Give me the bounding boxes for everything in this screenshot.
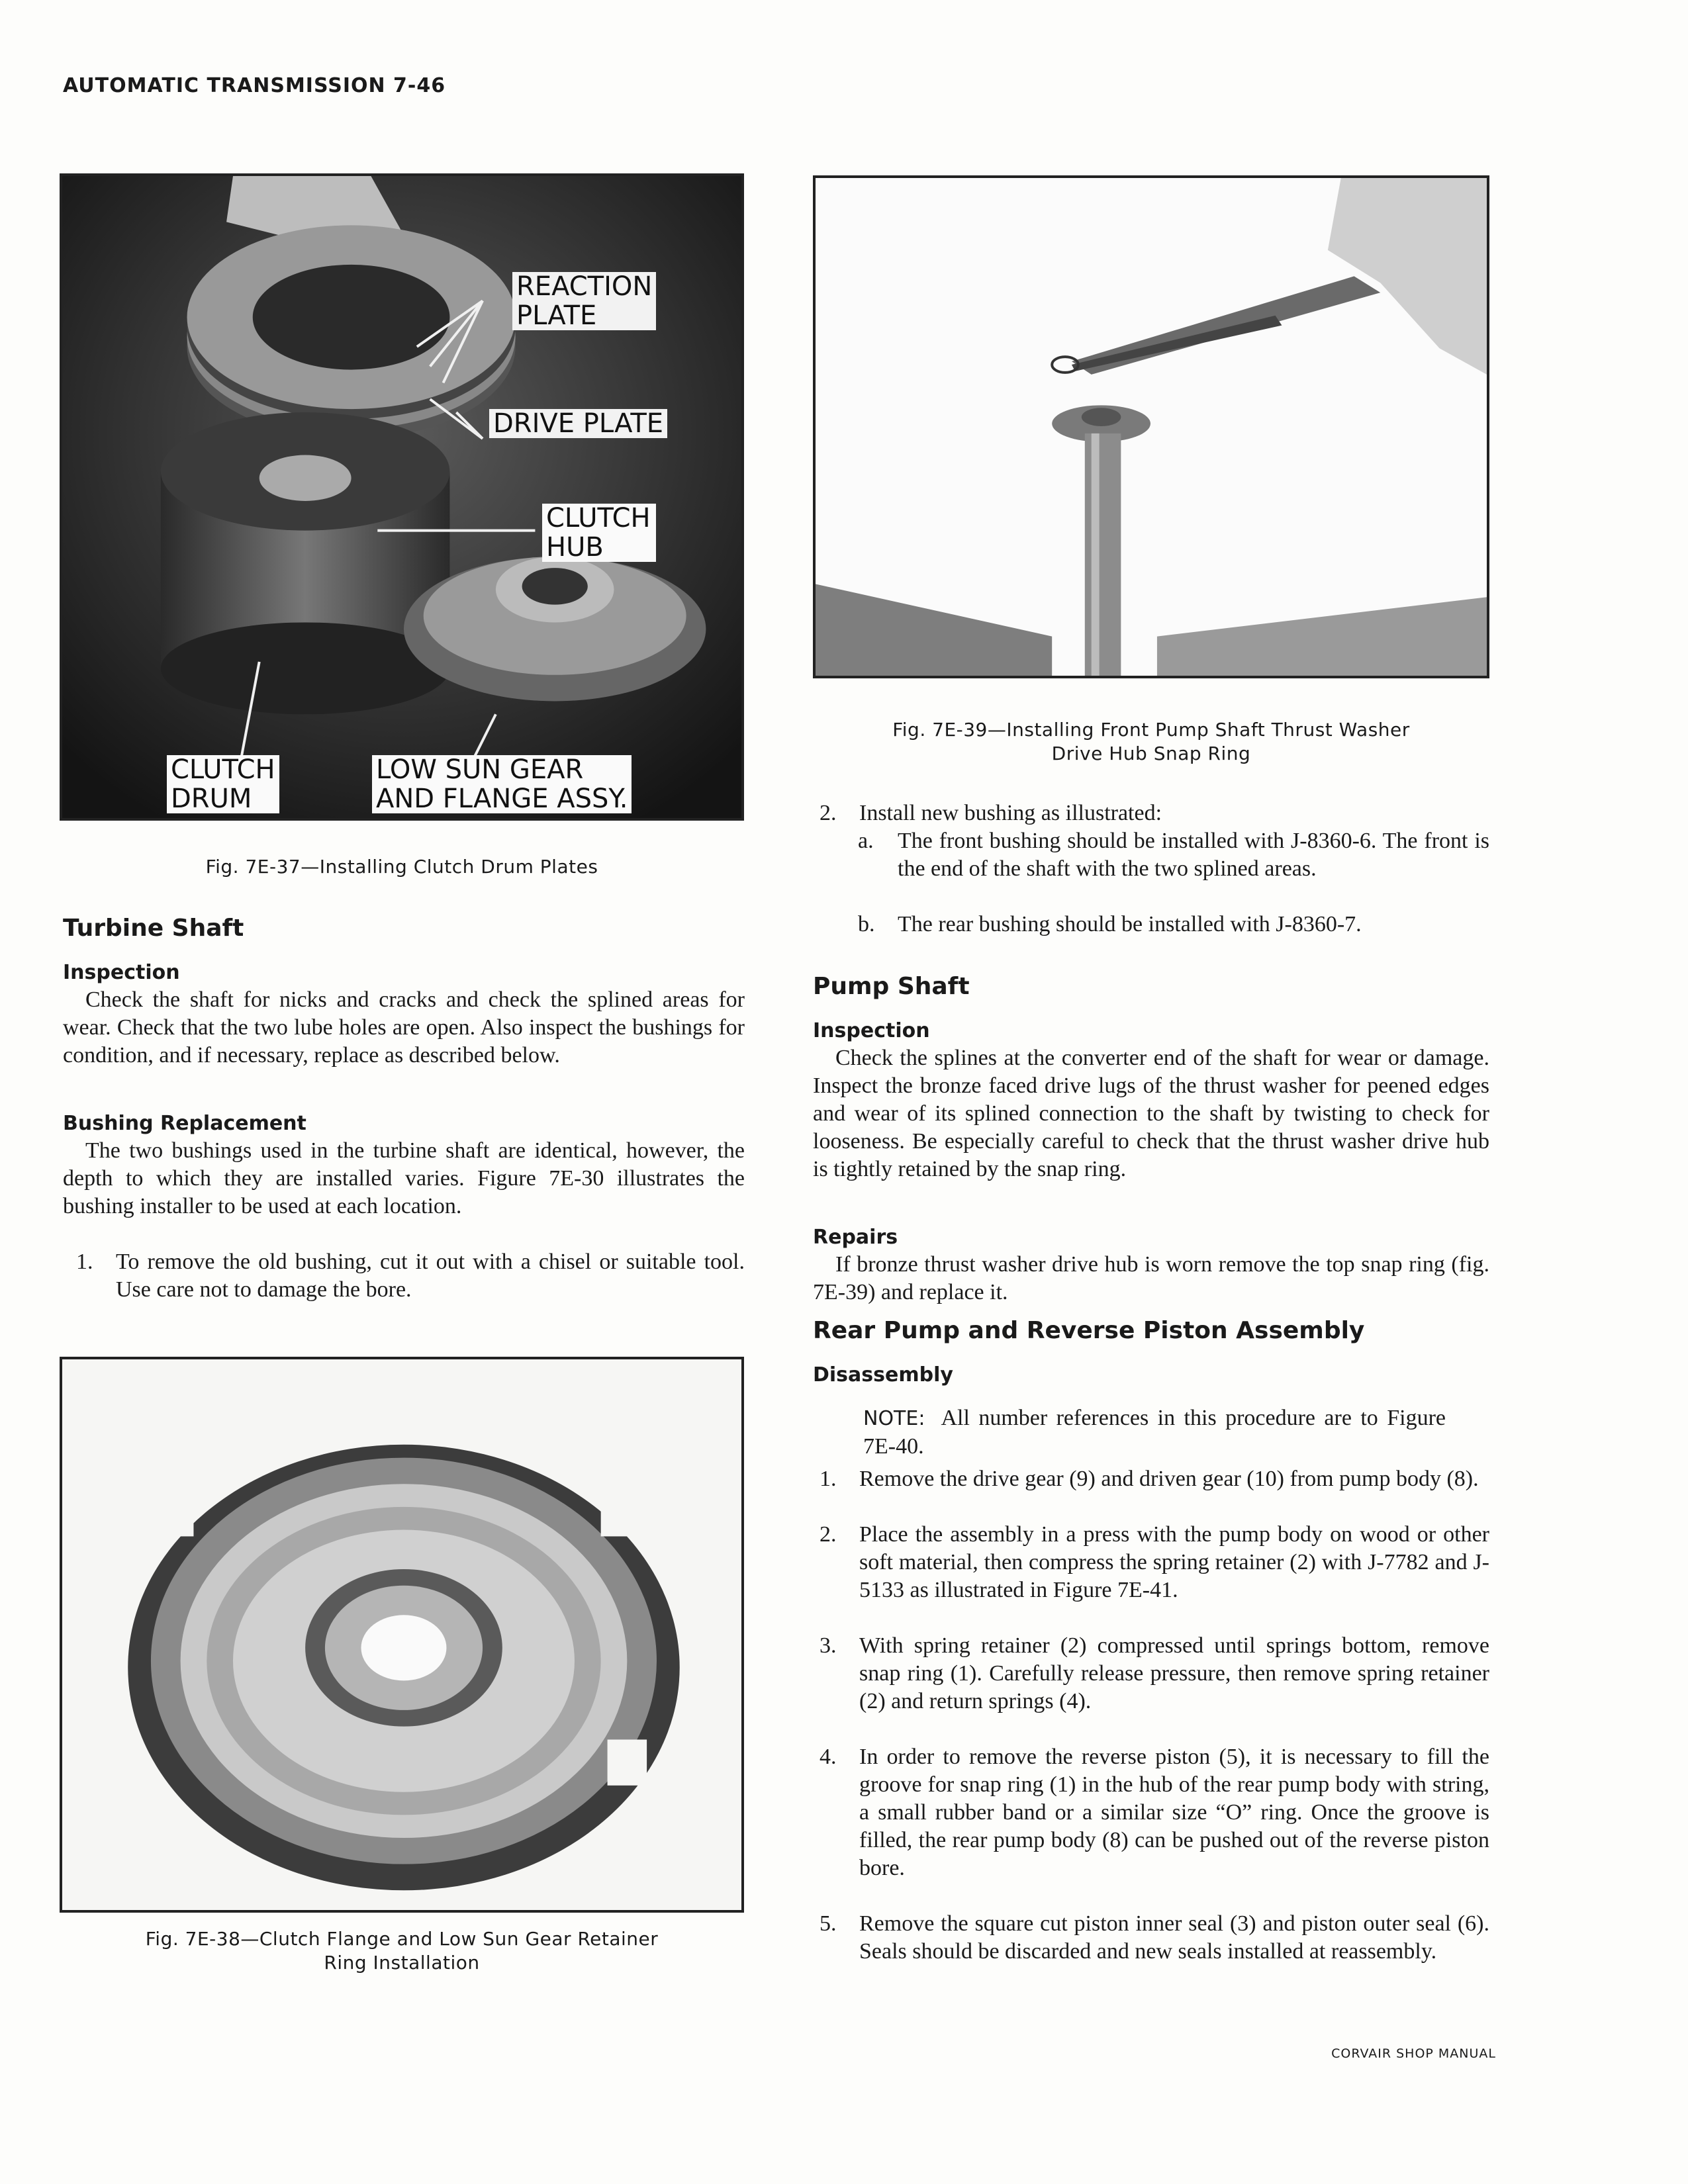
note-block xyxy=(863,1404,1446,1461)
label-low-sun-gear: LOW SUN GEAR AND FLANGE ASSY. xyxy=(372,755,632,813)
bushing-step-2: 2. Install new bushing as illustrated: xyxy=(820,801,1162,825)
rear-pump-heading: Rear Pump and Reverse Piston Assembly xyxy=(813,1317,1365,1344)
pump-shaft-heading: Pump Shaft xyxy=(813,973,970,1000)
bushing-replacement-text: The two bushings used in the turbine shaft are identical, however, the depth to which they are installed varies. Figure 7E-30 illustrates the bushing installer to be used at each location. xyxy=(63,1138,745,1218)
turbine-inspection-text: Check the shaft for nicks and cracks and check the splined areas for wear. Check that the two lube holes are open. Also inspect the bushings for condition, and if necessary, replace as described below. xyxy=(63,987,745,1068)
pump-inspection-text: Check the splines at the converter end of the shaft for wear or damage. Inspect the bronze faced drive lugs of the thrust washer for peened edges and wear of its splined connection to the shaft by twisting to check for looseness. Be especially careful to check that the thrust washer drive hub is tightly retained by the snap ring. xyxy=(813,1046,1489,1181)
disassembly-step-4: 4. In order to remove the reverse piston (5), it is necessary to fill the groove for snap ring (1) in the hub of the rear pump body with string, a small rubber band or a similar size “O” ring. Once the groove is filled, the rear pump body (8) can be pushed out of the reverse piston bore. xyxy=(820,1745,1489,1880)
figure-7e-38-caption: Fig. 7E-38—Clutch Flange and Low Sun Gear Retainer Ring Installation xyxy=(145,1928,659,1974)
figure-7e-39-caption: Fig. 7E-39—Installing Front Pump Shaft Thrust Washer Drive Hub Snap Ring xyxy=(892,719,1410,764)
repairs-heading: Repairs xyxy=(813,1226,898,1249)
pump-shaft-snap-ring-image xyxy=(816,178,1487,676)
repairs-text: If bronze thrust washer drive hub is worn remove the top snap ring (fig. 7E-39) and replace it. xyxy=(813,1252,1489,1304)
figure-7e-39-photo xyxy=(813,175,1489,678)
disassembly-step-1: 1. Remove the drive gear (9) and driven gear (10) from pump body (8). xyxy=(820,1467,1479,1491)
turbine-step-1: 1. To remove the old bushing, cut it out with a chisel or suitable tool. Use care not to damage the bore. xyxy=(76,1250,745,1302)
figure-7e-38-photo xyxy=(60,1357,744,1913)
label-clutch-drum: CLUTCH DRUM xyxy=(167,755,279,813)
disassembly-heading: Disassembly xyxy=(813,1363,953,1387)
label-reaction-plate: REACTION PLATE xyxy=(512,272,656,330)
disassembly-step-2: 2. Place the assembly in a press with the pump body on wood or other soft material, then compress the spring retainer (2) with J-7782 and J-5133 as illustrated in Figure 7E-41. xyxy=(820,1522,1489,1602)
label-drive-plate: DRIVE PLATE xyxy=(489,409,667,438)
note-label: NOTE: xyxy=(863,1407,925,1430)
note-text: All number references in this procedure are to Figure 7E-40. xyxy=(863,1406,1446,1459)
bushing-step-2a: a. The front bushing should be installed with J-8360-6. The front is the end of the shaft with the two splined areas. xyxy=(858,829,1489,881)
clutch-flange-image xyxy=(62,1359,741,1910)
bushing-replacement-heading: Bushing Replacement xyxy=(63,1112,306,1135)
page-footer: CORVAIR SHOP MANUAL xyxy=(1331,2046,1496,2061)
figure-7e-37-caption: Fig. 7E-37—Installing Clutch Drum Plates xyxy=(205,856,598,878)
figure-7e-37-photo xyxy=(60,173,744,821)
label-clutch-hub: CLUTCH HUB xyxy=(542,504,656,562)
bushing-step-2b: b. The rear bushing should be installed with J-8360-7. xyxy=(858,912,1362,936)
turbine-shaft-heading: Turbine Shaft xyxy=(63,915,244,942)
pump-inspection-heading: Inspection xyxy=(813,1019,930,1042)
disassembly-step-3: 3. With spring retainer (2) compressed until springs bottom, remove snap ring (1). Carefully release pressure, then remove spring retainer (2) and return springs (4). xyxy=(820,1633,1489,1713)
disassembly-step-5: 5. Remove the square cut piston inner seal (3) and piston outer seal (6). Seals should be discarded and new seals installed at reassembly. xyxy=(820,1911,1489,1964)
page-header: AUTOMATIC TRANSMISSION 7-46 xyxy=(63,74,446,97)
turbine-inspection-heading: Inspection xyxy=(63,961,180,984)
